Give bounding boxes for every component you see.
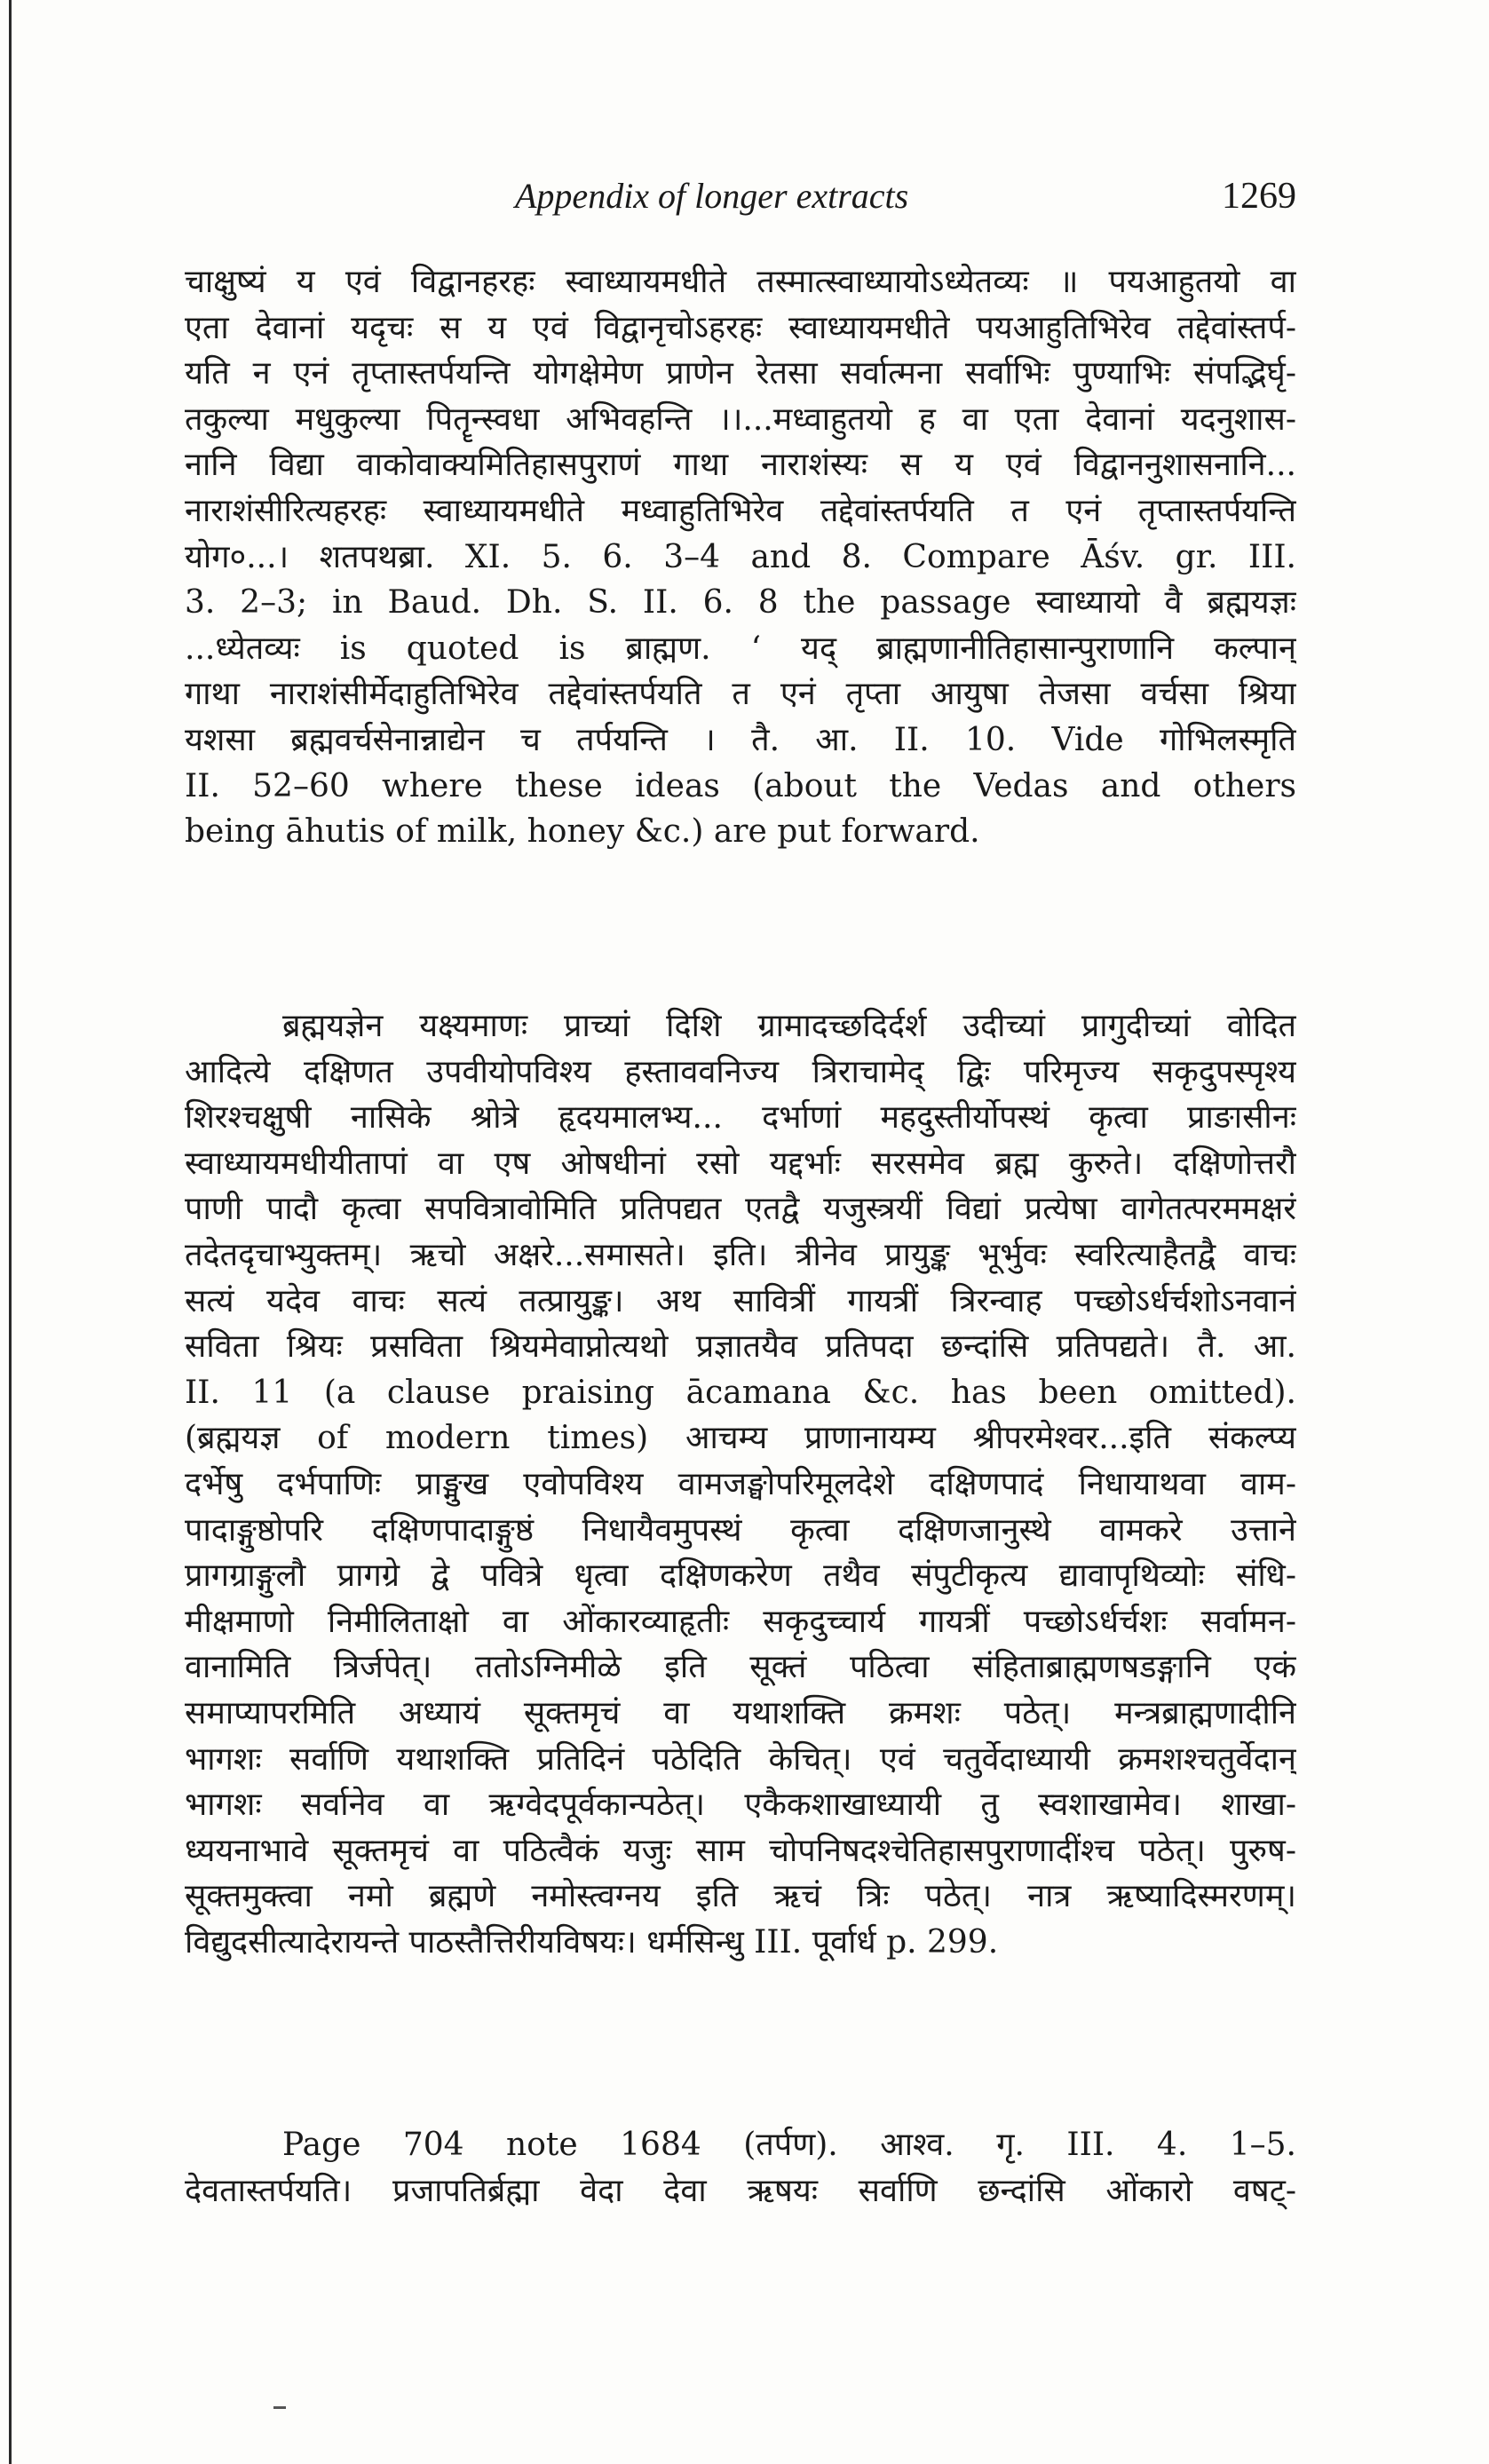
text-line: देवतास्तर्पयति। प्रजापतिर्ब्रह्मा वेदा देवा ऋषयः सर्वाणि छन्दांसि ओंकारो वषट्- [185, 2172, 1296, 2209]
text-line: सूक्तमुक्त्वा नमो ब्रह्मणे नमोस्त्वग्नय इति ऋचं त्रिः पठेत्। नात्र ऋष्यादिस्मरणम्। [185, 1878, 1296, 1915]
text-line: (ब्रह्मयज्ञ of modern times) आचम्य प्राणानायम्य श्रीपरमेश्वर...इति संकल्प्य [185, 1420, 1296, 1457]
binding-edge [9, 0, 12, 2464]
text-line: II. 11 (a clause praising ācamana &c. has been omitted). [185, 1374, 1296, 1411]
running-title: Appendix of longer extracts [515, 176, 909, 216]
text-line: गाथा नाराशंसीर्मेदाहुतिभिरेव तद्देवांस्तर्पयति त एनं तृप्ता आयुषा तेजसा वर्चसा श्रिया [185, 676, 1296, 713]
running-head [213, 174, 1296, 227]
text-line: पाणी पादौ कृत्वा सपवित्रावोमिति प्रतिपद्यत एतद्वै यजुस्त्रयीं विद्यां प्रत्येषा वागेतत्परममक्षरं [185, 1191, 1296, 1228]
text-line: चाक्षुष्यं य एवं विद्वानहरहः स्वाध्यायमधीते तस्मात्स्वाध्यायोऽध्येतव्यः ॥ पयआहुतयो वा [185, 264, 1296, 300]
text-line: II. 52–60 where these ideas (about the Vedas and others [185, 767, 1296, 804]
text-line: शिरश्चक्षुषी नासिके श्रोत्रे हृदयमालभ्य... दर्भाणां महदुस्तीर्योपस्थं कृत्वा प्राङासीनः [185, 1099, 1296, 1137]
text-line: ब्रह्मयज्ञेन यक्ष्यमाणः प्राच्यां दिशि ग्रामादच्छदिर्दर्श उदीच्यां प्रागुदीच्यां वोदित [282, 1008, 1296, 1044]
text-line: वानामिति त्रिर्जपेत्। ततोऽग्निमीळे इति सूक्तं पठित्वा संहिताब्राह्मणषडङ्गानि एकं [185, 1649, 1296, 1686]
text-line: एता देवानां यदृचः स य एवं विद्वानृचोऽहरहः स्वाध्यायमधीते पयआहुतिभिरेव तद्देवांस्तर्प- [185, 309, 1296, 346]
text-line: यति न एनं तृप्तास्तर्पयन्ति योगक्षेमेण प्राणेन रेतसा सर्वात्मना सर्वाभिः पुण्याभिः संपद्भिर्घृ- [185, 355, 1296, 392]
text-line: नाराशंसीरित्यहरहः स्वाध्यायमधीते मध्वाहुतिभिरेव तद्देवांस्तर्पयति त एनं तृप्तास्तर्पयन्ति [185, 492, 1296, 529]
text-line: तकुल्या मधुकुल्या पितॄन्स्वधा अभिवहन्ति ।।...मध्वाहुतयो ह वा एता देवानां यदनुशास- [185, 400, 1296, 438]
text-line: तदेतदृचाभ्युक्तम्। ऋचो अक्षरे...समासते। इति। त्रीनेव प्रायुङ्क भूर्भुवः स्वरित्याहैतद्वै वाचः [185, 1236, 1296, 1273]
text-line: सत्यं यदेव वाचः सत्यं तत्प्रायुङ्क। अथ सावित्रीं गायत्रीं त्रिरन्वाह पच्छोऽर्धर्चशोऽनवानं [185, 1282, 1296, 1319]
text-line: विद्युदसीत्यादेरायन्ते पाठस्तैत्तिरीयविषयः। धर्मसिन्धु III. पूर्वार्ध p. 299. [185, 1923, 999, 1961]
page-number: 1269 [1222, 176, 1296, 217]
paragraph-shatapatha-extract [185, 259, 1296, 855]
text-line: योग०...। शतपथब्रा. XI. 5. 6. 3–4 and 8. Compare Āśv. gr. III. [185, 538, 1296, 575]
text-line: प्रागग्राङ्गुलौ प्रागग्रे द्वे पवित्रे धृत्वा दक्षिणकरेण तथैव संपुटीकृत्य द्यावापृथिव्योः संधि- [185, 1557, 1296, 1595]
text-line: ...ध्येतव्यः is quoted is ब्राह्मण. ‘ यद् ब्राह्मणानीतिहासान्पुराणानि कल्पान् [185, 630, 1296, 667]
text-line: Page 704 note 1684 (तर्पण). आश्व. गृ. III. 4. 1–5. [282, 2127, 1296, 2163]
print-mark [273, 2406, 286, 2409]
text-line: भागशः सर्वानेव वा ऋग्वेदपूर्वकान्पठेत्। एकैकशाखाध्यायी तु स्वशाखामेव। शाखा- [185, 1787, 1296, 1824]
text-line: 3. 2–3; in Baud. Dh. S. II. 6. 8 the passage स्वाध्यायो वै ब्रह्मयज्ञः [185, 584, 1296, 622]
text-line: भागशः सर्वाणि यथाशक्ति प्रतिदिनं पठेदिति केचित्। एवं चतुर्वेदाध्यायी क्रमशश्चतुर्वेदान् [185, 1740, 1296, 1778]
paragraph-page-704-note [185, 2122, 1296, 2214]
text-line: ध्ययनाभावे सूक्तमृचं वा पठित्वैकं यजुः साम चोपनिषदश्चेतिहासपुराणादींश्च पठेत्। पुरुष- [185, 1832, 1296, 1869]
text-line: मीक्षमाणो निमीलिताक्षो वा ओंकारव्याहृतीः सकृदुच्चार्य गायत्रीं पच्छोऽर्धर्चशः सर्वामन- [185, 1603, 1296, 1640]
text-line: समाप्यापरमिति अध्यायं सूक्तमृचं वा यथाशक्ति क्रमशः पठेत्। मन्त्रब्राह्मणादीनि [185, 1694, 1296, 1731]
text-line: सविता श्रियः प्रसविता श्रियमेवाप्नोत्यथो प्रज्ञातयैव प्रतिपदा छन्दांसि प्रतिपद्यते। तै. आ. [185, 1328, 1296, 1366]
text-line: नानि विद्या वाकोवाक्यमितिहासपुराणं गाथा नाराशंस्यः स य एवं विद्वाननुशासनानि... [185, 447, 1296, 484]
text-line: दर्भेषु दर्भपाणिः प्राङ्मुख एवोपविश्य वामजङ्घोपरिमूलदेशे दक्षिणपादं निधायाथवा वाम- [185, 1465, 1296, 1502]
text-line: यशसा ब्रह्मवर्चसेनान्नाद्येन च तर्पयन्ति । तै. आ. II. 10. Vide गोभिलस्मृति [185, 721, 1296, 758]
paragraph-brahmayajna-extract [185, 1003, 1296, 1965]
text-line: पादाङ्गुष्ठोपरि दक्षिणपादाङ्गुष्ठं निधायैवमुपस्थं कृत्वा दक्षिणजानुस्थे वामकरे उत्ताने [185, 1511, 1296, 1549]
text-line: being āhutis of milk, honey &c.) are put forward. [185, 813, 980, 851]
text-line: आदित्ये दक्षिणत उपवीयोपविश्य हस्ताववनिज्य त्रिराचामेद् द्विः परिमृज्य सकृदुपस्पृश्य [185, 1053, 1296, 1090]
text-line: स्वाध्यायमधीयीतापां वा एष ओषधीनां रसो यद्दर्भाः सरसमेव ब्रह्म कुरुते। दक्षिणोत्तरौ [185, 1145, 1296, 1182]
